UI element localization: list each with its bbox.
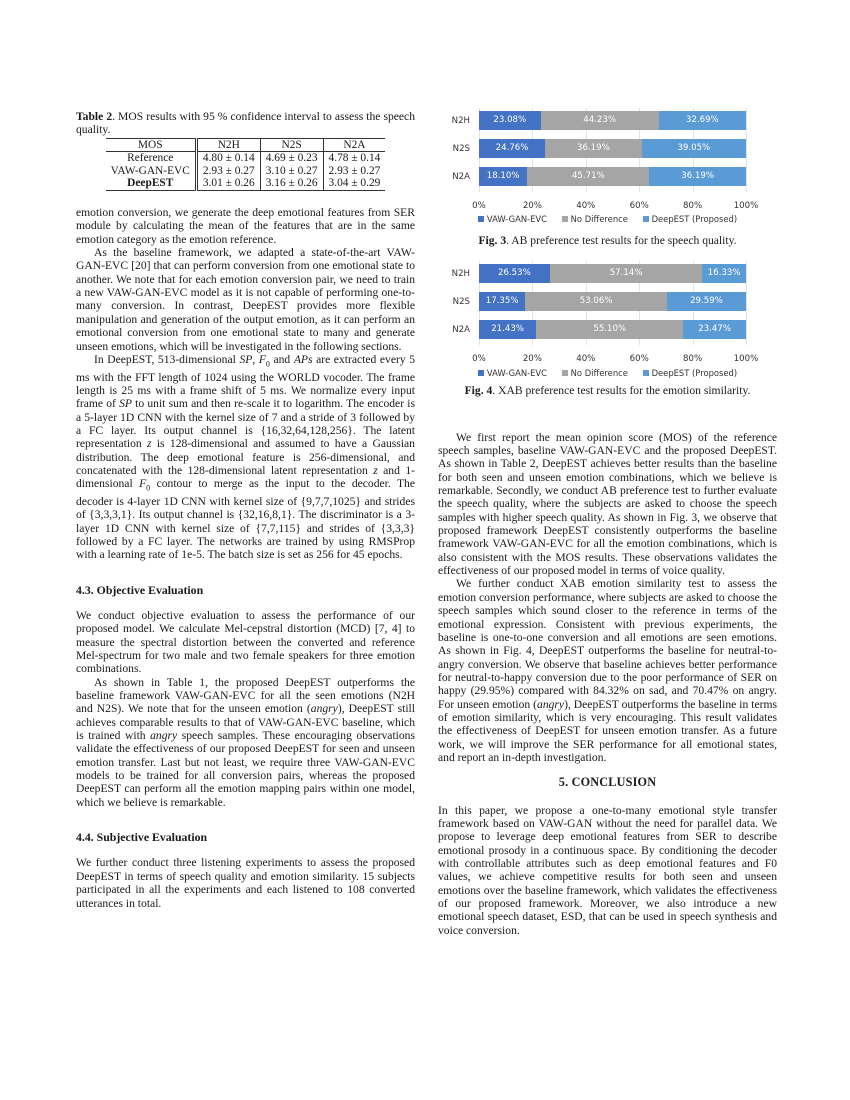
table-cell: 3.16 ± 0.26	[260, 177, 323, 190]
fig3-caption-text: . AB preference test results for the speech quality.	[506, 234, 737, 247]
fig4-caption-label: Fig. 4	[464, 384, 493, 398]
bar-segment-no-difference: 36.19%	[545, 139, 642, 158]
legend-label: DeepEST (Proposed)	[651, 214, 738, 224]
text-run: ), DeepEST still achieves comparable results to that of VAW-GAN-EVC baseline, which is trained with	[76, 702, 416, 743]
paragraph: We conduct objective evaluation to assess the performance of our proposed model. We calculate Mel-cepstral distortion (MCD) [7, 4] to measure the spectral distortion between the converted and reference Mel-spectrum for two male and two female speakers for three emotion combinations.	[76, 608, 415, 676]
legend-item	[478, 214, 547, 224]
paragraph: emotion conversion, we generate the deep emotional features from SER module by calculating the mean of the features that are in the same emotion category as the emotion reference.	[76, 206, 415, 246]
legend-item	[643, 214, 738, 224]
legend-swatch-icon	[562, 216, 568, 222]
fig4-bar-n2h	[479, 264, 746, 283]
x-tick: 60%	[629, 354, 649, 365]
x-tick: 40%	[576, 354, 596, 365]
text-run: ,	[252, 352, 259, 366]
table-cell: 2.93 ± 0.27	[328, 164, 381, 177]
table-row	[106, 152, 386, 165]
y-category-label: N2A	[452, 172, 470, 182]
bar-segment-no-difference: 53.06%	[525, 292, 667, 311]
table-row	[106, 177, 386, 190]
legend-swatch-icon	[478, 216, 484, 222]
x-tick: 20%	[522, 354, 542, 365]
bar-segment-deepest: 16.33%	[702, 264, 746, 283]
fig4-chart	[438, 257, 777, 384]
fig4-bar-n2s	[479, 292, 746, 311]
fig4-plot-area	[472, 261, 759, 365]
text-run: SP	[119, 397, 132, 411]
y-category-label: N2S	[452, 144, 470, 154]
legend-label: VAW-GAN-EVC	[486, 214, 547, 224]
fig4-bar-n2a	[479, 320, 746, 339]
text-run: SP	[239, 352, 253, 366]
legend-item	[643, 368, 738, 378]
x-tick: 20%	[522, 201, 542, 211]
bar-segment-vaw-gan-evc: 18.10%	[479, 167, 527, 186]
text-run: We further conduct XAB emotion similarity test to assess the emotion conversion performance, where subjects are asked to choose the speech samples which sound closer to the reference in terms of the emotional expression. Consistent with previous experiments, the baseline is one-to-one conversion and all emotions are seen emotions. As shown in Fig. 4, DeepEST outperforms the baseline for neutral-to-angry conversion. We observe that baseline achieves better performance for neutral-to-happy conversion due to the poor performance of SER on happy (29.95%) compared with 84.32% on sad, and 70.47% on angry. For unseen emotion (	[438, 577, 777, 711]
x-tick: 60%	[629, 201, 649, 211]
bar-segment-no-difference: 44.23%	[541, 111, 659, 130]
table-row	[106, 165, 386, 178]
table-cell: 3.01 ± 0.26	[196, 177, 260, 190]
table-cell-method: Reference	[106, 152, 197, 165]
mos-table	[106, 138, 386, 191]
bar-segment-vaw-gan-evc: 26.53%	[479, 264, 550, 283]
bar-segment-no-difference: 57.14%	[550, 264, 703, 283]
paragraph: We first report the mean opinion score (MOS) of the reference speech samples, baseline VAW-GAN-EVC and the proposed DeepEST. As shown in Table 2, DeepEST achieves better results than the baseline for both seen and unseen emotion combinations, which we believe is remarkable. Secondly, we conduct AB preference test to further evaluate the speech quality, where the subjects are asked to choose the speech samples with higher speech quality. As shown in Fig. 3, we observe that proposed framework DeepEST consistently outperforms the baseline framework VAW-GAN-EVC for all the emotion combinations, which is also consistent with the MOS results. These observations validates the effectiveness of our proposed model in terms of voice quality.	[438, 430, 777, 578]
table-header-cell: MOS	[106, 138, 197, 152]
table-cell: 4.78 ± 0.14	[328, 152, 381, 165]
bar-segment-vaw-gan-evc: 23.08%	[479, 111, 541, 130]
table-cell: 2.93 ± 0.27	[196, 165, 260, 178]
legend-item	[562, 368, 628, 378]
gridline	[746, 261, 747, 345]
text-run: and	[269, 352, 294, 366]
text-run: are extracted every 5 ms with the FFT length of 1024 using the WORLD vocoder. The frame length is 25 ms with a frame shift of 5 ms. We normalize every input frame of	[76, 352, 415, 411]
bar-segment-vaw-gan-evc: 24.76%	[479, 139, 545, 158]
text-run: ), DeepEST outperforms the baseline in terms of emotion similarity, which is very encouraging. This result validates the effectiveness of DeepEST for unseen emotion transfer. As a future work, we will improve the SER performance for all emotional states, and report an in-depth investigation.	[438, 697, 777, 764]
paragraph	[438, 577, 777, 764]
paragraph	[76, 353, 415, 562]
section-heading-4-4: 4.4. Subjective Evaluation	[76, 830, 208, 845]
section-heading-conclusion: 5. CONCLUSION	[558, 775, 657, 790]
fig3-bar-n2h	[479, 111, 746, 130]
section-heading-4-3: 4.3. Objective Evaluation	[76, 582, 204, 597]
y-category-label: N2H	[451, 269, 470, 280]
fig3-caption-label: Fig. 3	[478, 234, 507, 247]
text-run: In DeepEST, 513-dimensional	[94, 352, 240, 366]
table2-caption	[76, 110, 415, 137]
legend-label: VAW-GAN-EVC	[486, 368, 547, 379]
table-cell-method: DeepEST	[106, 177, 197, 190]
y-category-label: N2S	[452, 297, 470, 308]
text-run: is 128-dimensional and assumed to have a Gaussian distribution. The deep emotional feature is 256-dimensional, and concatenated with the 128-dimensional latent representation	[76, 437, 415, 477]
fig4-caption	[438, 384, 777, 397]
text-run: F	[139, 477, 147, 491]
paragraph: As the baseline framework, we adapted a state-of-the-art VAW-GAN-EVC [20] that can perform conversion from one emotional state to another. We note that for each emotion conversion pair, we need to train a new VAW-GAN-EVC model as it is not capable of performing one-to-many conversion. In contrast, DeepEST provides more flexible manipulation and generation of the output emotion, as it can perform an emotional conversion from one emotional state to many and generate unseen emotions, which will be investigated in the following sections.	[76, 246, 415, 353]
legend-swatch-icon	[643, 370, 649, 376]
table-cell: 4.80 ± 0.14	[196, 152, 260, 165]
bar-segment-deepest: 23.47%	[683, 320, 746, 339]
gridline	[746, 108, 747, 192]
text-run: z	[147, 437, 152, 451]
right-column	[438, 100, 777, 937]
bar-segment-deepest: 29.59%	[667, 292, 746, 311]
fig3-plot-area	[472, 108, 759, 211]
table-cell: 3.10 ± 0.27	[260, 165, 323, 178]
bar-segment-deepest: 36.19%	[649, 167, 746, 186]
x-tick: 80%	[683, 354, 703, 365]
table-cell-method: VAW-GAN-EVC	[106, 165, 197, 178]
legend-label: No Difference	[570, 368, 628, 379]
text-run: to unit sum and then re-scale it to logarithm. The encoder is a 5-layer 1D CNN with the kernel size of 7 and a stride of 3 followed by a FC layer. Its output channel is {16,32,64,128,256}. The latent representation	[76, 397, 415, 451]
text-run: angry	[150, 729, 178, 743]
x-tick: 0%	[472, 354, 486, 365]
text-run: 0	[146, 483, 151, 493]
x-tick: 100%	[733, 354, 759, 365]
bar-segment-no-difference: 45.71%	[527, 167, 649, 186]
x-tick: 0%	[472, 201, 486, 211]
fig4-legend	[438, 367, 777, 380]
legend-label: No Difference	[570, 214, 628, 224]
bar-segment-vaw-gan-evc: 21.43%	[479, 320, 536, 339]
table-header-cell: N2A	[343, 138, 366, 151]
x-tick: 40%	[576, 201, 596, 211]
text-run: contour to merge as the input to the decoder. The decoder is 4-layer 1D CNN with kernel size of {9,7,7,1025} and strides of {3,3,3,1}. Its output channel is {32,16,8,1}. The discriminator is a 3-layer 1D CNN with kernel size of {7,7,115} and strides of {3,3,3} followed by a FC layer. The networks are trained by using RMSProp with a learning rate of 1e-5. The batch size is set as 256 for 45 epochs.	[76, 477, 415, 562]
text-run: F	[258, 352, 266, 366]
table2-caption-label: Table 2	[76, 110, 113, 123]
fig3-bar-n2s	[479, 139, 746, 158]
legend-swatch-icon	[643, 216, 649, 222]
fig3-chart	[438, 100, 777, 230]
bar-segment-vaw-gan-evc: 17.35%	[479, 292, 525, 311]
table2-caption-text: . MOS results with 95 % confidence interval to assess the speech quality.	[76, 110, 415, 137]
text-run: speech samples. These encouraging observations validate the effectiveness of our proposed DeepEST for seen and unseen emotion transfer. Last but not least, we require three VAW-GAN-EVC models to be trained for all conversion pairs, whereas the proposed DeepEST can perform all the emotion mapping pairs within one model, which we believe is remarkable.	[76, 729, 415, 809]
table-cell: 4.69 ± 0.23	[260, 152, 323, 165]
legend-item	[562, 214, 628, 224]
text-run: As shown in Table 1, the proposed DeepEST outperforms the baseline framework VAW-GAN-EVC for all the seen emotions (N2H and N2S). We note that for the unseen emotion (	[76, 675, 415, 716]
table-header-cell: N2S	[260, 138, 323, 152]
bar-segment-deepest: 39.05%	[642, 139, 746, 158]
paragraph	[76, 676, 415, 809]
text-run: angry	[537, 697, 565, 711]
legend-label: DeepEST (Proposed)	[651, 368, 738, 379]
x-tick: 100%	[733, 201, 759, 211]
fig3-bar-n2a	[479, 167, 746, 186]
y-category-label: N2H	[451, 116, 470, 126]
text-run: and 1-dimensional	[76, 463, 415, 491]
legend-swatch-icon	[562, 370, 568, 376]
bar-segment-no-difference: 55.10%	[536, 320, 683, 339]
bar-segment-deepest: 32.69%	[659, 111, 746, 130]
x-tick: 80%	[683, 201, 703, 211]
text-run: angry	[310, 702, 338, 716]
paragraph: We further conduct three listening experiments to assess the proposed DeepEST in terms of speech quality and emotion similarity. 15 subjects participated in all the experiments and each listened to 108 converted utterances in total.	[76, 856, 415, 910]
paragraph: In this paper, we propose a one-to-many emotional style transfer framework based on VAW-GAN without the need for parallel data. We propose to leverage deep emotional features from SER to describe emotional prosody in a continuous space. By conditioning the decoder with controllable attributes such as deep emotional features and F0 values, we achieve competitive results for both seen and unseen emotions over the baseline framework, which validates the effectiveness of our proposed framework. Moreover, we also introduce a new emotional speech dataset, ESD, that can be used in speech synthesis and voice conversion.	[438, 803, 777, 937]
table-header-row	[106, 138, 386, 152]
left-column	[76, 110, 415, 910]
legend-item	[478, 368, 547, 378]
text-run: z	[373, 463, 378, 477]
y-category-label: N2A	[452, 325, 470, 336]
legend-swatch-icon	[478, 370, 484, 376]
text-run: APs	[293, 352, 313, 366]
fig3-legend	[438, 213, 777, 226]
table-cell: 3.04 ± 0.29	[328, 177, 381, 190]
fig3-caption	[438, 234, 777, 247]
table-header-cell: N2H	[196, 138, 260, 152]
text-run: 0	[265, 359, 270, 369]
fig4-caption-text: . XAB preference test results for the emotion similarity.	[492, 384, 751, 398]
